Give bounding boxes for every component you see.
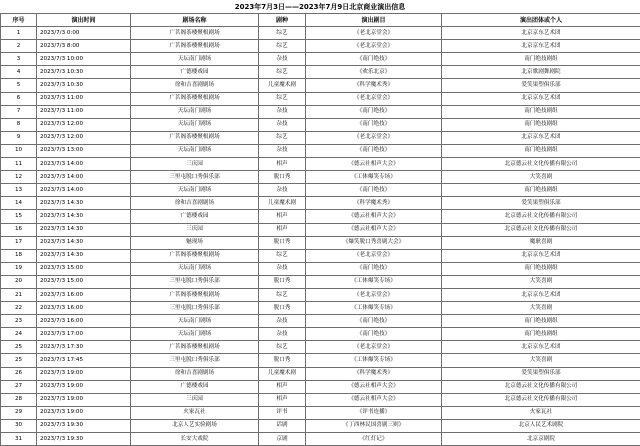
cell-venue: 三庆园 [131, 223, 259, 236]
cell-organizer: 南门绝技剧组 [442, 118, 640, 131]
cell-no: 23 [1, 315, 37, 328]
cell-program: 《老北京堂会》 [306, 40, 442, 53]
cell-venue: 天坛南门剧场 [131, 105, 259, 118]
cell-genre: 相声 [259, 158, 306, 171]
cell-time: 2023/7/3 19:00 [37, 406, 131, 419]
cell-time: 2023/7/3 16:00 [37, 315, 131, 328]
cell-genre: 综艺 [259, 66, 306, 79]
cell-program: 《老北京堂会》 [306, 92, 442, 105]
cell-organizer: 南门绝技剧组 [442, 262, 640, 275]
table-row [1, 197, 640, 210]
table-row [1, 354, 640, 367]
cell-genre: 综艺 [259, 288, 306, 301]
cell-no: 26 [1, 367, 37, 380]
cell-organizer: 北京歌剧舞剧院 [442, 66, 640, 79]
cell-genre: 杂技 [259, 53, 306, 66]
cell-organizer: 南门绝技剧组 [442, 184, 640, 197]
cell-program: 《德云社相声大会》 [306, 393, 442, 406]
table-row [1, 223, 640, 236]
cell-organizer: 火家瓦社 [442, 406, 640, 419]
cell-time: 2023/7/3 12:00 [37, 131, 131, 144]
cell-no: 3 [1, 53, 37, 66]
cell-organizer: 大笑喜剧 [442, 275, 640, 288]
table-row [1, 66, 640, 79]
cell-venue: 三里屯脱口秀俱乐部 [131, 354, 259, 367]
cell-venue: 天坛南门剧场 [131, 118, 259, 131]
table-row [1, 27, 640, 40]
cell-venue: 三里屯脱口秀俱乐部 [131, 275, 259, 288]
cell-time: 2023/7/3 14:00 [37, 184, 131, 197]
cell-venue: 长安大戏院 [131, 433, 259, 446]
cell-organizer: 北京京东艺术团 [442, 288, 640, 301]
cell-genre: 相声 [259, 210, 306, 223]
cell-time: 2023/7/3 11:00 [37, 92, 131, 105]
table-row [1, 236, 640, 249]
cell-time: 2023/7/3 15:00 [37, 275, 131, 288]
table-row [1, 275, 640, 288]
cell-no: 2 [1, 40, 37, 53]
cell-organizer: 北京德云社文化传播有限公司 [442, 210, 640, 223]
cell-time: 2023/7/3 0:00 [37, 27, 131, 40]
column-header-organizer: 演出团体或个人 [442, 14, 640, 27]
cell-no: 19 [1, 262, 37, 275]
cell-program: 《评书连播》 [306, 406, 442, 419]
cell-no: 31 [1, 433, 37, 446]
cell-no: 6 [1, 92, 37, 105]
cell-genre: 相声 [259, 223, 306, 236]
cell-organizer: 北京京东艺术团 [442, 131, 640, 144]
table-row [1, 210, 640, 223]
cell-organizer: 北京德云社文化传播有限公司 [442, 393, 640, 406]
cell-no: 17 [1, 236, 37, 249]
table-row [1, 79, 640, 92]
cell-organizer: 北京京东艺术团 [442, 40, 640, 53]
cell-venue: 三庆园 [131, 158, 259, 171]
cell-no: 24 [1, 328, 37, 341]
cell-program: 《红灯记》 [306, 433, 442, 446]
cell-no: 30 [1, 419, 37, 432]
table-row [1, 105, 640, 118]
cell-time: 2023/7/3 17:45 [37, 354, 131, 367]
cell-no: 28 [1, 393, 37, 406]
cell-organizer: 爱笑果塑俱乐部 [442, 367, 640, 380]
cell-venue: 天坛南门剧场 [131, 328, 259, 341]
cell-genre: 综艺 [259, 131, 306, 144]
cell-program: 《老北京堂会》 [306, 288, 442, 301]
cell-time: 2023/7/3 15:00 [37, 262, 131, 275]
cell-program: 《工体爆笑专场》 [306, 302, 442, 315]
table-row [1, 92, 640, 105]
cell-genre: 脱口秀 [259, 236, 306, 249]
cell-genre: 脱口秀 [259, 275, 306, 288]
cell-no: 27 [1, 380, 37, 393]
cell-genre: 杂技 [259, 118, 306, 131]
column-header-no: 序号 [1, 14, 37, 27]
cell-program: 《老北京堂会》 [306, 27, 442, 40]
cell-no: 18 [1, 249, 37, 262]
cell-organizer: 北京德云社文化传播有限公司 [442, 380, 640, 393]
table-row [1, 406, 640, 419]
table-row [1, 131, 640, 144]
cell-genre: 综艺 [259, 341, 306, 354]
cell-no: 16 [1, 223, 37, 236]
cell-genre: 综艺 [259, 40, 306, 53]
cell-time: 2023/7/3 14:30 [37, 210, 131, 223]
cell-time: 2023/7/3 8:00 [37, 40, 131, 53]
cell-genre: 杂技 [259, 144, 306, 157]
cell-no: 13 [1, 184, 37, 197]
cell-genre: 京剧 [259, 433, 306, 446]
cell-genre: 话剧 [259, 419, 306, 432]
cell-organizer: 北京人民艺术剧院 [442, 419, 640, 432]
table-row [1, 249, 640, 262]
cell-genre: 脱口秀 [259, 302, 306, 315]
cell-genre: 评书 [259, 406, 306, 419]
cell-venue: 广德楼戏园 [131, 210, 259, 223]
cell-program: 《南门绝技》 [306, 105, 442, 118]
cell-no: 21 [1, 288, 37, 301]
cell-time: 2023/7/3 19:00 [37, 393, 131, 406]
cell-genre: 脱口秀 [259, 171, 306, 184]
cell-venue: 北京人艺实验剧场 [131, 419, 259, 432]
cell-no: 5 [1, 79, 37, 92]
table-row [1, 433, 640, 446]
cell-genre: 相声 [259, 380, 306, 393]
cell-venue: 天坛南门剧场 [131, 144, 259, 157]
cell-time: 2023/7/3 19:00 [37, 380, 131, 393]
column-header-program: 演出剧目 [306, 14, 442, 27]
cell-no: 25 [1, 354, 37, 367]
cell-time: 2023/7/3 19:00 [37, 367, 131, 380]
cell-genre: 相声 [259, 393, 306, 406]
table-row [1, 40, 640, 53]
table-row [1, 53, 640, 66]
cell-organizer: 南门绝技剧组 [442, 53, 640, 66]
cell-genre: 杂技 [259, 105, 306, 118]
cell-time: 2023/7/3 14:30 [37, 197, 131, 210]
table-row [1, 302, 640, 315]
cell-venue: 天坛南门剧场 [131, 53, 259, 66]
cell-organizer: 北京京东艺术团 [442, 341, 640, 354]
cell-genre: 杂技 [259, 184, 306, 197]
cell-program: 《德云社相声大会》 [306, 380, 442, 393]
cell-program: 《老北京堂会》 [306, 131, 442, 144]
cell-genre: 综艺 [259, 27, 306, 40]
cell-program: 《南门绝技》 [306, 184, 442, 197]
cell-program: 《丁西林民国喜剧三则》 [306, 419, 442, 432]
cell-time: 2023/7/3 19:30 [37, 419, 131, 432]
cell-program: 《工体爆笑专场》 [306, 275, 442, 288]
cell-program: 《科学魔术秀》 [306, 197, 442, 210]
cell-time: 2023/7/3 10:00 [37, 53, 131, 66]
cell-time: 2023/7/3 14:30 [37, 236, 131, 249]
table-row [1, 118, 640, 131]
column-header-venue: 剧场名称 [131, 14, 259, 27]
cell-program: 《南门绝技》 [306, 53, 442, 66]
cell-no: 29 [1, 406, 37, 419]
cell-program: 《南门绝技》 [306, 262, 442, 275]
cell-organizer: 南门绝技剧组 [442, 144, 640, 157]
cell-venue: 天坛南门剧场 [131, 262, 259, 275]
cell-organizer: 北京京东艺术团 [442, 92, 640, 105]
cell-program: 《德云社相声大会》 [306, 223, 442, 236]
column-header-time: 演出时间 [37, 14, 131, 27]
cell-organizer: 大笑喜剧 [442, 171, 640, 184]
cell-program: 《老北京堂会》 [306, 249, 442, 262]
cell-no: 11 [1, 158, 37, 171]
cell-time: 2023/7/3 14:00 [37, 158, 131, 171]
cell-organizer: 北京德云社文化传播有限公司 [442, 223, 640, 236]
cell-time: 2023/7/3 17:30 [37, 341, 131, 354]
cell-organizer: 北京京东艺术团 [442, 249, 640, 262]
cell-venue: 徐和吉喜剧剧场 [131, 79, 259, 92]
table-row [1, 341, 640, 354]
cell-program: 《爆笑脱口秀喜剧大会》 [306, 236, 442, 249]
cell-no: 14 [1, 197, 37, 210]
cell-no: 15 [1, 210, 37, 223]
cell-organizer: 爱笑果塑俱乐部 [442, 197, 640, 210]
cell-program: 《德云社相声大会》 [306, 158, 442, 171]
cell-no: 1 [1, 27, 37, 40]
cell-time: 2023/7/3 19:30 [37, 433, 131, 446]
cell-venue: 火家瓦社 [131, 406, 259, 419]
table-row [1, 380, 640, 393]
cell-venue: 天坛南门剧场 [131, 184, 259, 197]
table-row [1, 288, 640, 301]
cell-organizer: 魔耿喜剧 [442, 236, 640, 249]
cell-genre: 儿童魔术剧 [259, 367, 306, 380]
cell-organizer: 爱笑果塑俱乐部 [442, 79, 640, 92]
cell-venue: 广茗阁茶楼聚根剧场 [131, 27, 259, 40]
cell-no: 12 [1, 171, 37, 184]
cell-time: 2023/7/3 10:30 [37, 66, 131, 79]
cell-time: 2023/7/3 17:00 [37, 328, 131, 341]
cell-venue: 三里屯脱口秀俱乐部 [131, 171, 259, 184]
table-row [1, 184, 640, 197]
cell-time: 2023/7/3 14:30 [37, 249, 131, 262]
cell-venue: 广茗阁茶楼聚根剧场 [131, 288, 259, 301]
cell-venue: 魅现场 [131, 236, 259, 249]
cell-organizer: 北京德云社文化传播有限公司 [442, 158, 640, 171]
cell-time: 2023/7/3 14:30 [37, 223, 131, 236]
cell-organizer: 大笑喜剧 [442, 354, 640, 367]
table-row [1, 144, 640, 157]
cell-program: 《工体爆笑专场》 [306, 354, 442, 367]
cell-program: 《南门绝技》 [306, 315, 442, 328]
cell-genre: 儿童魔术剧 [259, 197, 306, 210]
cell-genre: 综艺 [259, 249, 306, 262]
cell-program: 《南门绝技》 [306, 144, 442, 157]
cell-no: 7 [1, 105, 37, 118]
cell-program: 《老北京堂会》 [306, 341, 442, 354]
performance-table [0, 13, 640, 446]
cell-no: 4 [1, 66, 37, 79]
table-row [1, 262, 640, 275]
cell-program: 《南门绝技》 [306, 328, 442, 341]
cell-program: 《科学魔术秀》 [306, 367, 442, 380]
cell-program: 《科学魔术秀》 [306, 79, 442, 92]
cell-venue: 广德楼戏园 [131, 380, 259, 393]
cell-program: 《南门绝技》 [306, 118, 442, 131]
cell-time: 2023/7/3 10:30 [37, 79, 131, 92]
table-row [1, 393, 640, 406]
cell-venue: 广茗阁茶楼聚根剧场 [131, 40, 259, 53]
cell-venue: 广德楼戏园 [131, 66, 259, 79]
cell-no: 22 [1, 302, 37, 315]
cell-venue: 三里屯脱口秀俱乐部 [131, 302, 259, 315]
cell-program: 《德云社相声大会》 [306, 210, 442, 223]
table-row [1, 315, 640, 328]
cell-organizer: 南门绝技剧组 [442, 315, 640, 328]
cell-venue: 徐和吉喜剧剧场 [131, 367, 259, 380]
cell-program: 《工体爆笑专场》 [306, 171, 442, 184]
cell-time: 2023/7/3 12:00 [37, 118, 131, 131]
cell-time: 2023/7/3 11:00 [37, 105, 131, 118]
cell-no: 10 [1, 144, 37, 157]
cell-no: 20 [1, 275, 37, 288]
cell-no: 9 [1, 131, 37, 144]
cell-organizer: 南门绝技剧组 [442, 105, 640, 118]
cell-time: 2023/7/3 13:00 [37, 144, 131, 157]
cell-organizer: 大笑喜剧 [442, 302, 640, 315]
cell-organizer: 北京京剧院 [442, 433, 640, 446]
cell-venue: 徐和吉喜剧剧场 [131, 197, 259, 210]
cell-genre: 杂技 [259, 315, 306, 328]
cell-venue: 广茗阁茶楼聚根剧场 [131, 341, 259, 354]
table-row [1, 419, 640, 432]
cell-no: 8 [1, 118, 37, 131]
cell-no: 25 [1, 341, 37, 354]
cell-genre: 杂技 [259, 262, 306, 275]
cell-venue: 广茗阁茶楼聚根剧场 [131, 92, 259, 105]
cell-genre: 儿童魔术剧 [259, 79, 306, 92]
table-header-row [1, 14, 640, 27]
cell-time: 2023/7/3 16:00 [37, 288, 131, 301]
table-body [1, 27, 640, 446]
cell-venue: 三庆园 [131, 393, 259, 406]
cell-genre: 脱口秀 [259, 354, 306, 367]
cell-organizer: 南门绝技剧组 [442, 328, 640, 341]
cell-organizer: 北京京东艺术团 [442, 27, 640, 40]
cell-venue: 天坛南门剧场 [131, 315, 259, 328]
cell-genre: 杂技 [259, 328, 306, 341]
table-row [1, 367, 640, 380]
cell-genre: 综艺 [259, 92, 306, 105]
table-row [1, 328, 640, 341]
table-row [1, 158, 640, 171]
cell-program: 《欢乐北京》 [306, 66, 442, 79]
cell-time: 2023/7/3 16:00 [37, 302, 131, 315]
cell-venue: 广茗阁茶楼聚根剧场 [131, 249, 259, 262]
table-row [1, 171, 640, 184]
document-title: 2023年7月3日——2023年7月9日北京商业演出信息 [0, 2, 640, 13]
column-header-genre: 剧种 [259, 14, 306, 27]
cell-venue: 广茗阁茶楼聚根剧场 [131, 131, 259, 144]
cell-time: 2023/7/3 14:00 [37, 171, 131, 184]
